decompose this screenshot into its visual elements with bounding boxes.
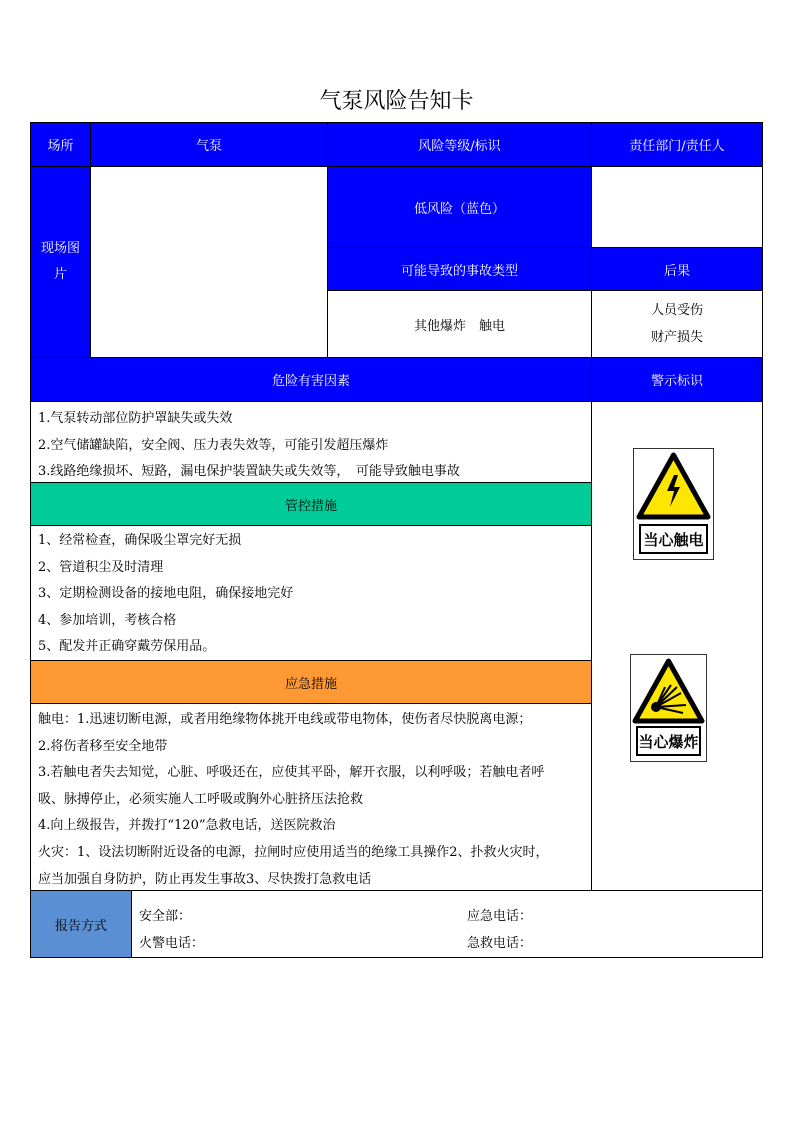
risk-level-value: 低风险（蓝色） [327, 166, 592, 248]
control-item: 5、配发并正确穿戴劳保用品。 [38, 639, 216, 655]
risk-level-label: 风险等级/标识 [327, 122, 592, 167]
consequence-label: 后果 [591, 247, 763, 291]
control-item: 2、管道积尘及时清理 [38, 559, 164, 575]
accident-types: 其他爆炸 触电 [327, 290, 592, 358]
page-title: 气泵风险告知卡 [319, 89, 474, 114]
hazard-item: 2.空气储罐缺陷，安全阀、压力表失效等，可能引发超压爆炸 [38, 437, 389, 453]
control-item: 4、参加培训，考核合格 [38, 612, 177, 628]
warning-label: 警示标识 [591, 357, 763, 402]
control-item: 3、定期检测设备的接地电阻，确保接地完好 [38, 586, 294, 602]
sign-label: 当心触电 [639, 524, 708, 554]
fire-phone: 火警电话： [139, 936, 205, 951]
hazard-label: 危险有害因素 [30, 357, 592, 402]
emergency-list [30, 703, 592, 891]
responsible-value [591, 166, 763, 248]
consequences [591, 290, 763, 358]
safety-dept: 安全部： [139, 909, 192, 924]
emergency-item: 4.向上级报告，并拨打“120”急救电话，送医院救治 [38, 818, 336, 834]
consequence-item: 财产损失 [650, 330, 703, 345]
sign-electric-shock [633, 448, 714, 560]
hazard-list [30, 401, 592, 483]
sign-explosion [630, 654, 707, 762]
location-label: 场所 [30, 122, 91, 167]
accident-type-label: 可能导致的事故类型 [327, 247, 592, 291]
photo-label: 现场图片 [30, 166, 91, 358]
emergency-item: 应当加强自身防护，防止再发生事故3、尽快拨打急救电话 [38, 871, 372, 887]
control-label: 管控措施 [30, 482, 592, 526]
responsible-label: 责任部门/责任人 [591, 122, 763, 167]
emergency-phone: 应急电话： [467, 909, 533, 924]
explosion-warning-icon [631, 657, 706, 727]
emergency-item: 3.若触电者失去知觉，心脏、呼吸还在，应使其平卧，解开衣服，以利呼吸；若触电者呼 [38, 765, 545, 781]
control-item: 1、经常检查，确保吸尘罩完好无损 [38, 533, 242, 548]
electric-shock-warning-icon [634, 451, 713, 523]
consequence-item: 人员受伤 [650, 303, 703, 318]
location-value: 气泵 [90, 122, 328, 167]
emergency-item: 2.将伤者移至安全地带 [38, 738, 168, 754]
photo-area [90, 166, 328, 358]
emergency-item: 火灾：1、设法切断附近设备的电源，拉闸时应使用适当的绝缘工具操作2、扑救火灾时， [38, 844, 549, 860]
control-list [30, 525, 592, 661]
emergency-label: 应急措施 [30, 660, 592, 704]
report-label: 报告方式 [30, 890, 132, 958]
ambulance-phone: 急救电话： [467, 936, 533, 951]
sign-label: 当心爆炸 [636, 726, 701, 756]
emergency-item: 触电：1.迅速切断电源，或者用绝缘物体挑开电线或带电物体，使伤者尽快脱离电源； [38, 712, 532, 727]
hazard-item: 3.线路绝缘损坏、短路，漏电保护装置缺失或失效等， 可能导致触电事故 [38, 464, 460, 480]
hazard-item: 1.气泵转动部位防护罩缺失或失效 [38, 411, 233, 426]
report-details [131, 890, 763, 958]
emergency-item: 吸、脉搏停止，必须实施人工呼吸或胸外心脏挤压法抢救 [38, 791, 364, 807]
